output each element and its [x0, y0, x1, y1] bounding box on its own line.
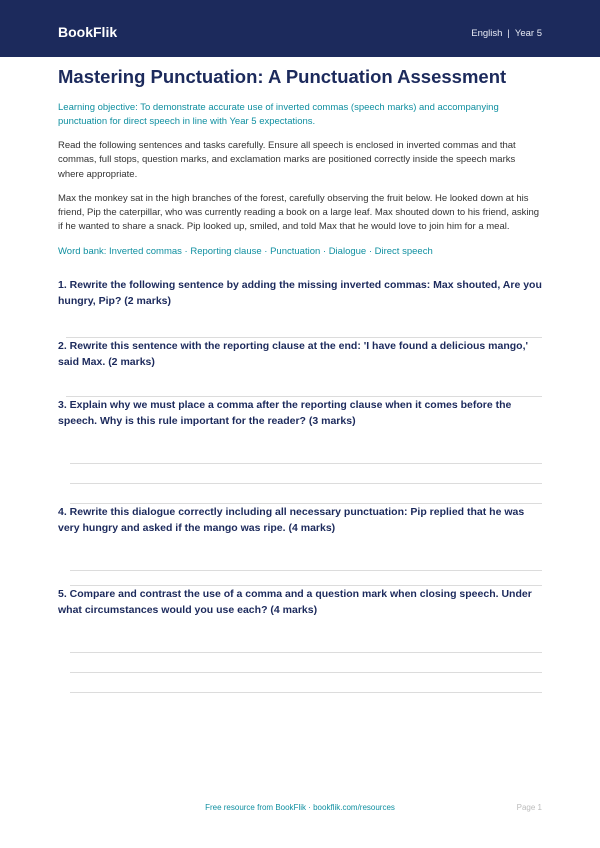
page-header [0, 0, 600, 57]
answer-area[interactable] [58, 396, 542, 397]
answer-area[interactable] [58, 570, 542, 586]
question-text: 2. Rewrite this sentence with the reporting clause at the end: 'I have found a delicious mango,' said Max. (2 marks) [58, 339, 528, 368]
answer-line[interactable] [66, 337, 542, 338]
worksheet-content [58, 66, 542, 693]
question-block [58, 504, 542, 586]
question-text: 3. Explain why we must place a comma after the reporting clause when it comes before the speech. Why is this rule important for the reader? (3 marks) [58, 398, 512, 427]
meta-separator: | [507, 28, 510, 39]
question-block [58, 586, 542, 693]
answer-line[interactable] [70, 652, 542, 653]
learning-objective: Learning objective: To demonstrate accurate use of inverted commas (speech marks) and accompanying punctuation for direct speech in line with Year 5 expectations. [58, 102, 499, 127]
question-text: 5. Compare and contrast the use of a comma and a question mark when closing speech. Under what circumstances would you use each? (4 marks) [58, 587, 532, 616]
question-text: 4. Rewrite this dialogue correctly including all necessary punctuation: Pip replied that he was very hungry and asked if the mango was ripe. (4 marks) [58, 505, 525, 534]
header-meta [471, 27, 542, 41]
year-label: Year 5 [514, 28, 542, 39]
question-block [58, 397, 542, 504]
answer-area[interactable] [58, 463, 542, 504]
page-title: Mastering Punctuation: A Punctuation Assessment [58, 66, 507, 87]
story-passage: Max the monkey sat in the high branches of the forest, carefully observing the fruit below. He looked down at his friend, Pip the caterpillar, who was currently reading a book on a large leaf. Max shouted down to his friend, asking if he wanted to share a snack. Pip looked up, smiled, and told Max that he would love to join him for a meal. [58, 192, 540, 233]
page-footer [0, 802, 600, 816]
question-block [58, 338, 542, 397]
answer-line[interactable] [70, 692, 542, 693]
footer-credit-link[interactable]: Free resource from BookFlik · bookflik.com/resources [205, 803, 395, 812]
answer-line[interactable] [70, 463, 542, 464]
answer-line[interactable] [70, 483, 542, 484]
word-bank: Word bank: Inverted commas · Reporting clause · Punctuation · Dialogue · Direct speech [58, 245, 433, 257]
answer-area[interactable] [58, 652, 542, 693]
brand-logo[interactable]: BookFlik [58, 24, 118, 40]
answer-line[interactable] [66, 396, 542, 397]
answer-line[interactable] [70, 570, 542, 571]
question-block [58, 277, 542, 338]
subject-label: English [471, 28, 503, 39]
instructions-paragraph: Read the following sentences and tasks carefully. Ensure all speech is enclosed in inverted commas and that commas, full stops, question marks, and exclamation marks are positioned correctly inside the speech marks where appropriate. [58, 140, 516, 180]
question-text: 1. Rewrite the following sentence by adding the missing inverted commas: Max shouted, Are you hungry, Pip? (2 marks) [58, 278, 542, 307]
answer-line[interactable] [70, 672, 542, 673]
answer-line[interactable] [70, 503, 542, 504]
answer-line[interactable] [70, 585, 542, 586]
answer-area[interactable] [58, 337, 542, 338]
page-number: Page 1 [516, 803, 542, 812]
